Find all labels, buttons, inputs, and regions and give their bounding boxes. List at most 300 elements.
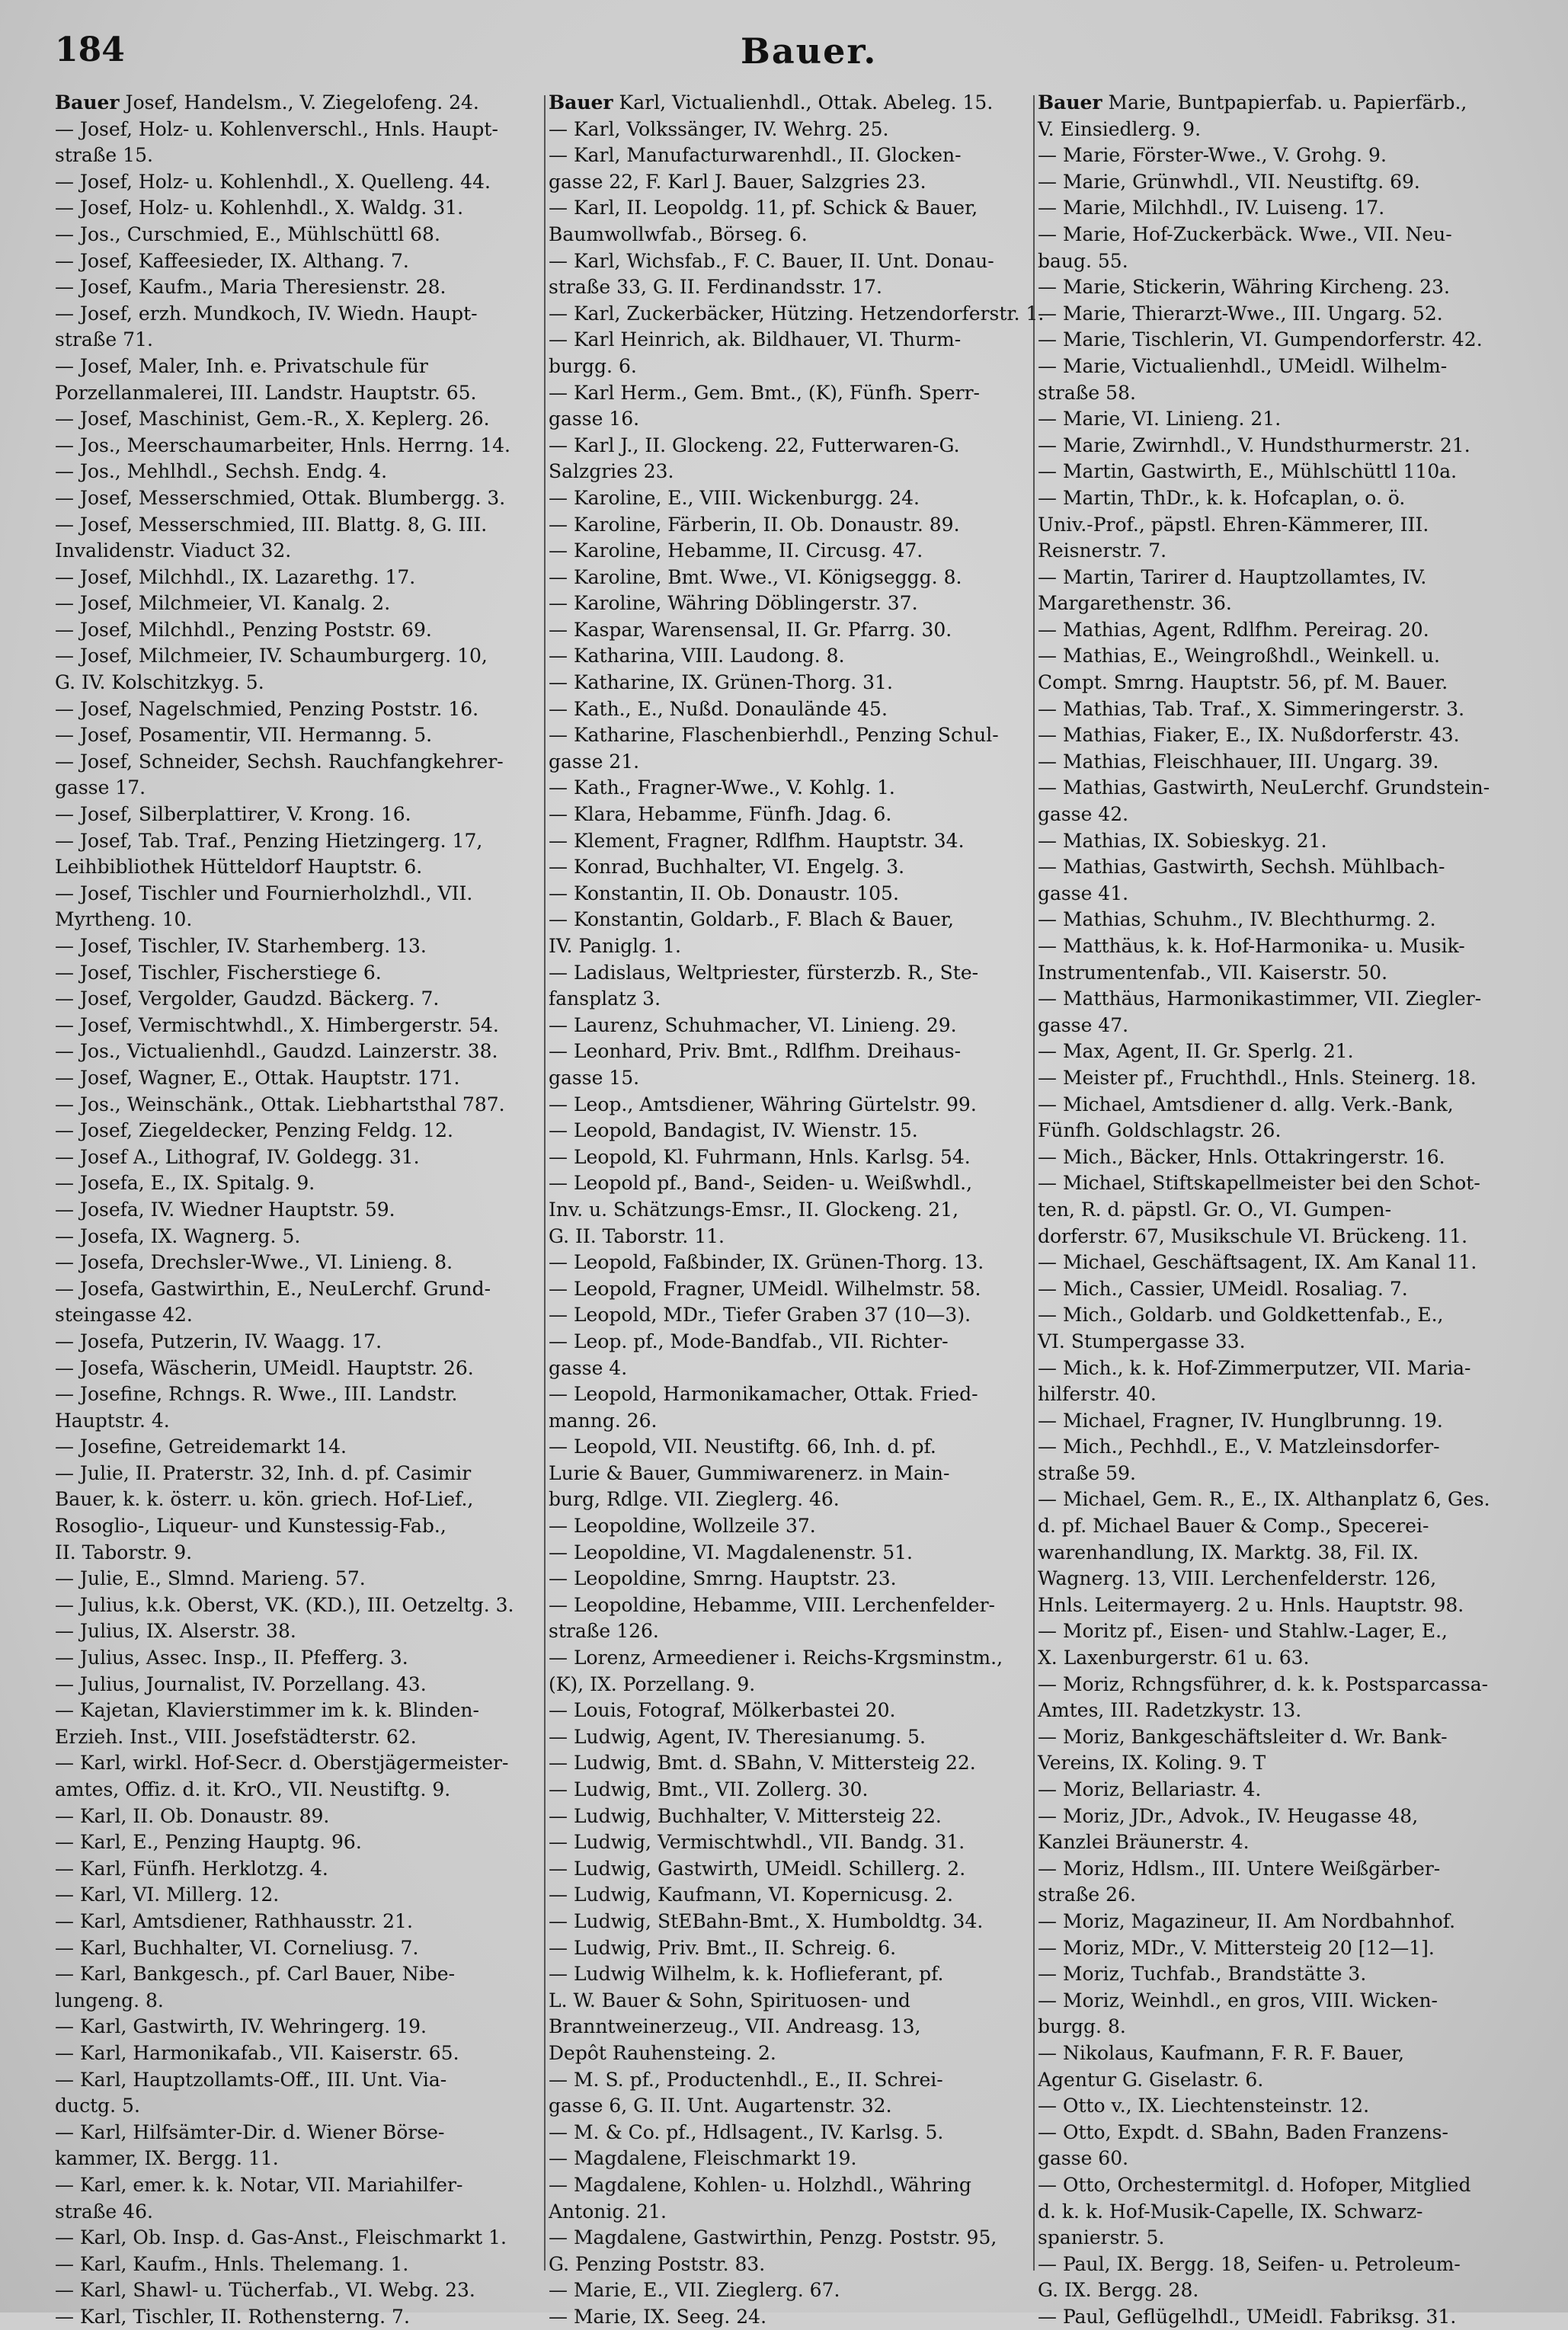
entry-line <box>1038 643 1519 670</box>
entry-text: — Mich., Pechhdl., E., V. Matzleinsdorfer- <box>1038 1435 1440 1458</box>
entry-line <box>55 222 536 248</box>
entry-line <box>55 1118 536 1144</box>
entry-line <box>1038 1487 1519 1513</box>
entry-text: — Josef, Messerschmied, III. Blattg. 8, G. III. <box>55 513 488 536</box>
entry-line <box>55 1935 536 1962</box>
entry-line <box>549 1988 1030 2015</box>
entry-line <box>1038 1961 1519 1988</box>
entry-text: — Karl, Volkssänger, IV. Wehrg. 25. <box>549 117 889 140</box>
entry-text: — Karl, Shawl- u. Tücherfab., VI. Webg. 23. <box>55 2279 475 2302</box>
entry-text: — Mathias, Agent, Rdlfhm. Pereirag. 20. <box>1038 618 1429 641</box>
entry-line <box>549 1329 1030 1355</box>
entry-text: — Josef, Vergolder, Gaudzd. Bäckerg. 7. <box>55 987 440 1010</box>
column-3 <box>1038 90 1519 2328</box>
entry-line <box>549 117 1030 143</box>
entry-line <box>1038 512 1519 539</box>
entry-text: — Josef, Ziegeldecker, Penzing Feldg. 12. <box>55 1119 453 1142</box>
entry-line <box>1038 1909 1519 1935</box>
entry-text: — Marie, Zwirnhdl., V. Hundsthurmerstr. 21. <box>1038 434 1470 456</box>
entry-line <box>1038 565 1519 591</box>
entry-line <box>549 670 1030 696</box>
entry-text: — Josef, Schneider, Sechsh. Rauchfangkehrer- <box>55 750 504 773</box>
entry-line <box>55 459 536 485</box>
entry-line <box>1038 986 1519 1013</box>
entry-text: — Josef, Vermischtwhdl., X. Himbergerstr. 54. <box>55 1013 499 1036</box>
entry-line <box>1038 2304 1519 2330</box>
entry-line <box>1038 2067 1519 2094</box>
entry-line <box>549 90 1030 117</box>
entry-line <box>1038 722 1519 749</box>
entry-line <box>1038 1750 1519 1777</box>
entry-text: — Mathias, E., Weingroßhdl., Weinkell. u. <box>1038 645 1440 667</box>
entry-line <box>549 1513 1030 1540</box>
entry-text: — Josef, Milchmeier, VI. Kanalg. 2. <box>55 592 391 615</box>
entry-line <box>549 749 1030 776</box>
entry-line <box>549 406 1030 433</box>
entry-line <box>1038 933 1519 960</box>
entry-line <box>549 775 1030 802</box>
entry-line <box>55 933 536 960</box>
entry-line <box>549 1698 1030 1724</box>
entry-line <box>549 2172 1030 2199</box>
entry-line <box>1038 1540 1519 1567</box>
entry-line <box>55 1829 536 1856</box>
entry-text: — Nikolaus, Kaufmann, F. R. F. Bauer, <box>1038 2041 1405 2064</box>
entry-text: — Klement, Fragner, Rdlfhm. Hauptstr. 34. <box>549 829 965 852</box>
entry-line <box>55 538 536 565</box>
entry-text: — Meister pf., Fruchthdl., Hnls. Steinerg. 18. <box>1038 1066 1477 1089</box>
entry-line <box>1038 1804 1519 1830</box>
entry-text: II. Taborstr. 9. <box>55 1541 193 1563</box>
entry-text: — Mathias, Fleischhauer, III. Ungarg. 39. <box>1038 750 1439 773</box>
entry-text: burgg. 8. <box>1038 2015 1126 2038</box>
entry-text: — Josef, Posamentir, VII. Hermanng. 5. <box>55 724 433 747</box>
entry-line <box>1038 1856 1519 1883</box>
entry-line <box>55 722 536 749</box>
entry-text: — Josef, Maler, Inh. e. Privatschule für <box>55 354 428 377</box>
entry-line <box>1038 380 1519 407</box>
entry-text: — Josef, Maschinist, Gem.-R., X. Keplerg. 26. <box>55 408 490 430</box>
entry-text: — Josefa, IV. Wiedner Hauptstr. 59. <box>55 1198 395 1221</box>
entry-line <box>549 854 1030 881</box>
entry-line <box>1038 1408 1519 1435</box>
entry-line <box>1038 1698 1519 1724</box>
entry-line <box>1038 1618 1519 1645</box>
entry-line <box>1038 1092 1519 1119</box>
entry-text: straße 46. <box>55 2200 153 2223</box>
entry-line <box>55 2304 536 2330</box>
entry-text: Antonig. 21. <box>549 2200 667 2223</box>
entry-text: lungeng. 8. <box>55 1989 164 2012</box>
entry-line <box>549 485 1030 512</box>
entry-line <box>1038 854 1519 881</box>
entry-line <box>549 2014 1030 2040</box>
entry-line <box>549 2146 1030 2172</box>
entry-line <box>549 2120 1030 2146</box>
entry-line <box>1038 1355 1519 1382</box>
entry-text: X. Laxenburgerstr. 61 u. 63. <box>1038 1647 1310 1669</box>
surname-heading: Bauer <box>549 91 613 114</box>
entry-text: — Moritz pf., Eisen- und Stahlw.-Lager, E., <box>1038 1620 1448 1643</box>
entry-line <box>55 854 536 881</box>
entry-text: — Leonhard, Priv. Bmt., Rdlfhm. Dreihaus- <box>549 1040 962 1063</box>
entry-text: baug. 55. <box>1038 249 1128 272</box>
entry-line <box>549 195 1030 222</box>
entry-text: straße 126. <box>549 1620 659 1643</box>
entry-line <box>1038 1777 1519 1804</box>
entry-line <box>549 1276 1030 1303</box>
entry-text: — Mathias, Tab. Traf., X. Simmeringerstr. 3. <box>1038 697 1465 720</box>
entry-line <box>55 1224 536 1250</box>
entry-text: — Moriz, Weinhdl., en gros, VIII. Wicken- <box>1038 1989 1438 2012</box>
entry-line <box>55 1250 536 1276</box>
entry-line <box>55 960 536 987</box>
entry-text: — Josef, Wagner, E., Ottak. Hauptstr. 171. <box>55 1066 460 1089</box>
entry-text: — Mich., Cassier, UMeidl. Rosaliag. 7. <box>1038 1277 1408 1300</box>
entry-line <box>549 1224 1030 1250</box>
entry-text: Wagnerg. 13, VIII. Lerchenfelderstr. 126, <box>1038 1567 1437 1590</box>
entry-line <box>549 1540 1030 1567</box>
entry-text: — Josefa, Putzerin, IV. Waagg. 17. <box>55 1330 382 1352</box>
entry-text: — Julius, IX. Alserstr. 38. <box>55 1620 296 1643</box>
entry-line <box>55 1329 536 1355</box>
entry-line <box>55 2067 536 2094</box>
entry-text: — Leopoldine, Smrng. Hauptstr. 23. <box>549 1567 897 1590</box>
entry-line <box>549 617 1030 644</box>
entry-text: — Julius, Journalist, IV. Porzellang. 43. <box>55 1672 427 1695</box>
entry-line <box>549 828 1030 855</box>
entry-text: — Marie, Thierarzt-Wwe., III. Ungarg. 52. <box>1038 302 1443 325</box>
entry-line <box>549 2277 1030 2304</box>
entry-line <box>549 1039 1030 1065</box>
entry-text: — Leopold, Harmonikamacher, Ottak. Fried- <box>549 1383 978 1406</box>
entry-text: — Josef, Kaufm., Maria Theresienstr. 28. <box>55 276 446 299</box>
entry-text: fansplatz 3. <box>549 987 661 1010</box>
entry-text: Margarethenstr. 36. <box>1038 592 1232 615</box>
entry-line <box>549 327 1030 354</box>
entry-text: — Jos., Mehlhdl., Sechsh. Endg. 4. <box>55 460 388 483</box>
entry-text: — Marie, Milchhdl., IV. Luiseng. 17. <box>1038 197 1385 219</box>
entry-text: G. Penzing Poststr. 83. <box>549 2252 766 2275</box>
entry-line <box>55 327 536 354</box>
entry-text: — Ludwig, Priv. Bmt., II. Schreig. 6. <box>549 1936 897 1959</box>
entry-text: — Julie, E., Slmnd. Marieng. 57. <box>55 1567 366 1590</box>
entry-line <box>55 380 536 407</box>
entry-text: — Ludwig, Vermischtwhdl., VII. Bandg. 31. <box>549 1831 965 1854</box>
entry-line <box>1038 2225 1519 2252</box>
entry-text: Hauptstr. 4. <box>55 1409 170 1432</box>
entry-text: — Katharina, VIII. Laudong. 8. <box>549 645 845 667</box>
entry-text: Bauer, k. k. österr. u. kön. griech. Hof-Lief., <box>55 1488 474 1511</box>
entry-line <box>55 670 536 696</box>
entry-text: — Karl, Ob. Insp. d. Gas-Anst., Fleischmarkt 1. <box>55 2226 507 2249</box>
entry-line <box>55 1618 536 1645</box>
entry-line <box>55 354 536 380</box>
entry-line <box>55 775 536 802</box>
entry-line <box>549 1750 1030 1777</box>
entry-text: hilferstr. 40. <box>1038 1383 1157 1406</box>
entry-text: — Kaspar, Warensensal, II. Gr. Pfarrg. 30. <box>549 618 952 641</box>
entry-line <box>1038 1645 1519 1672</box>
entry-text: — Karoline, E., VIII. Wickenburgg. 24. <box>549 486 920 509</box>
entry-text: — Josef, Silberplattirer, V. Krong. 16. <box>55 803 411 826</box>
page-number: 184 <box>55 30 125 69</box>
entry-text: — Josef, Tab. Traf., Penzing Hietzingerg. 17, <box>55 829 483 852</box>
entry-text: G. IV. Kolschitzkyg. 5. <box>55 671 264 694</box>
entry-text: — Josef, Milchmeier, IV. Schaumburgerg. 10, <box>55 645 488 667</box>
entry-line <box>549 459 1030 485</box>
entry-text: — Julie, II. Praterstr. 32, Inh. d. pf. Casimir <box>55 1461 472 1484</box>
entry-line <box>549 1804 1030 1830</box>
entry-text: Baumwollwfab., Börseg. 6. <box>549 222 808 245</box>
entry-text: — Karl, Fünfh. Herklotzg. 4. <box>55 1857 328 1880</box>
entry-text: Reisnerstr. 7. <box>1038 539 1167 562</box>
entry-line <box>1038 485 1519 512</box>
entry-line <box>1038 1829 1519 1856</box>
entry-text: — Max, Agent, II. Gr. Sperlg. 21. <box>1038 1040 1354 1063</box>
entry-text: ductg. 5. <box>55 2095 140 2117</box>
entry-line <box>55 2146 536 2172</box>
entry-line <box>549 696 1030 723</box>
entry-line <box>1038 459 1519 485</box>
entry-line <box>55 1092 536 1119</box>
entry-text: — Leopold, Faßbinder, IX. Grünen-Thorg. 13. <box>549 1251 984 1274</box>
entry-text: — Ludwig, Bmt., VII. Zollerg. 30. <box>549 1778 869 1800</box>
entry-text: gasse 42. <box>1038 803 1129 826</box>
entry-line <box>1038 248 1519 275</box>
entry-line <box>549 722 1030 749</box>
entry-line <box>549 248 1030 275</box>
entry-line <box>549 1566 1030 1592</box>
entry-text: — Karl, Amtsdiener, Rathhausstr. 21. <box>55 1909 413 1932</box>
entry-line <box>549 986 1030 1013</box>
entry-line <box>55 1804 536 1830</box>
entry-line <box>549 1170 1030 1197</box>
entry-text: Hnls. Leitermayerg. 2 u. Hnls. Hauptstr. 98. <box>1038 1593 1464 1616</box>
entry-text: — Ludwig, Kaufmann, VI. Kopernicusg. 2. <box>549 1884 953 1906</box>
entry-line <box>1038 960 1519 987</box>
entry-line <box>1038 2199 1519 2226</box>
entry-text: — Konstantin, Goldarb., F. Blach & Bauer, <box>549 908 954 931</box>
entry-line <box>1038 881 1519 907</box>
entry-line <box>1038 1144 1519 1171</box>
entry-line <box>1038 1724 1519 1751</box>
entry-line <box>55 1724 536 1751</box>
entry-line <box>1038 1988 1519 2015</box>
entry-line <box>549 1065 1030 1092</box>
entry-text: burg, Rdlge. VII. Zieglerg. 46. <box>549 1488 840 1511</box>
entry-line <box>549 2304 1030 2330</box>
entry-text: IV. Paniglg. 1. <box>549 935 681 957</box>
entry-line <box>549 354 1030 380</box>
entry-text: — Moriz, Hdlsm., III. Untere Weißgärber- <box>1038 1857 1441 1880</box>
entry-line <box>1038 1065 1519 1092</box>
entry-line <box>1038 1381 1519 1408</box>
entry-line <box>55 2199 536 2226</box>
entry-text: Kanzlei Bräunerstr. 4. <box>1038 1831 1250 1854</box>
entry-text: — Michael, Geschäftsagent, IX. Am Kanal 11. <box>1038 1251 1477 1274</box>
entry-line <box>1038 1197 1519 1224</box>
entry-text: — Michael, Gem. R., E., IX. Althanplatz 6, Ges. <box>1038 1488 1490 1511</box>
entry-line <box>549 907 1030 933</box>
entry-text: — M. & Co. pf., Hdlsagent., IV. Karlsg. 5. <box>549 2120 944 2143</box>
entry-text: — Leopold, Bandagist, IV. Wienstr. 15. <box>549 1119 918 1142</box>
entry-line <box>1038 828 1519 855</box>
entry-line <box>549 2252 1030 2278</box>
entry-text: — Paul, IX. Bergg. 18, Seifen- u. Petroleum- <box>1038 2252 1461 2275</box>
entry-line <box>55 1566 536 1592</box>
entry-text: — Karl J., II. Glockeng. 22, Futterwaren-G. <box>549 434 960 456</box>
entry-line <box>55 696 536 723</box>
entry-text: — Mathias, Schuhm., IV. Blechthurmg. 2. <box>1038 908 1436 931</box>
entry-text: — Julius, k.k. Oberst, VK. (KD.), III. Oetzeltg. 3. <box>55 1593 514 1616</box>
entry-text: straße 58. <box>1038 381 1136 404</box>
entry-text: — Ludwig Wilhelm, k. k. Hoflieferant, pf. <box>549 1963 944 1986</box>
entry-text: — Josef, Holz- u. Kohlenhdl., X. Quelleng. 44. <box>55 170 491 193</box>
entry-line <box>55 1276 536 1303</box>
entry-line <box>1038 301 1519 328</box>
entry-line <box>549 1935 1030 1962</box>
surname-heading: Bauer <box>1038 91 1102 114</box>
entry-text: manng. 26. <box>549 1409 658 1432</box>
entry-text: — Josefa, IX. Wagnerg. 5. <box>55 1224 301 1247</box>
entry-line <box>55 1302 536 1329</box>
entry-text: Univ.-Prof., päpstl. Ehren-Kämmerer, III. <box>1038 513 1429 536</box>
entry-line <box>55 195 536 222</box>
entry-text: — Ladislaus, Weltpriester, fürsterzb. R., Ste- <box>549 961 979 984</box>
entry-line <box>1038 327 1519 354</box>
entry-line <box>1038 538 1519 565</box>
entry-line <box>55 1013 536 1039</box>
entry-text: — Ludwig, StEBahn-Bmt., X. Humboldtg. 34. <box>549 1909 984 1932</box>
entry-line <box>55 1592 536 1619</box>
entry-text: — Leopoldine, VI. Magdalenenstr. 51. <box>549 1541 913 1563</box>
entry-text: — Michael, Stiftskapellmeister bei den Schot- <box>1038 1172 1480 1195</box>
entry-text: L. W. Bauer & Sohn, Spirituosen- und <box>549 1989 910 2012</box>
entry-text: — Karoline, Hebamme, II. Circusg. 47. <box>549 539 923 562</box>
entry-text: Compt. Smrng. Hauptstr. 56, pf. M. Bauer. <box>1038 671 1448 694</box>
entry-text: — Michael, Amtsdiener d. allg. Verk.-Bank, <box>1038 1093 1454 1115</box>
entry-text: — Josef, Tischler, IV. Starhemberg. 13. <box>55 935 427 957</box>
entry-text: — Martin, Gastwirth, E., Mühlschüttl 110a. <box>1038 460 1458 483</box>
entry-text: (K), IX. Porzellang. 9. <box>549 1672 756 1695</box>
entry-line <box>55 1777 536 1804</box>
entry-line <box>549 433 1030 459</box>
entry-line <box>55 1882 536 1909</box>
entry-text: Leihbibliothek Hütteldorf Hauptstr. 6. <box>55 856 423 879</box>
entry-text: — Marie, Stickerin, Währing Kircheng. 23. <box>1038 276 1450 299</box>
entry-text: — Karl, VI. Millerg. 12. <box>55 1884 280 1906</box>
entry-text: — Josef, Tischler und Fournierholzhdl., VII. <box>55 882 473 904</box>
entry-line <box>1038 1250 1519 1276</box>
entry-text: Vereins, IX. Koling. 9. T <box>1038 1752 1266 1775</box>
entry-line <box>549 1355 1030 1382</box>
entry-line <box>1038 2277 1519 2304</box>
entry-line <box>55 1487 536 1513</box>
entry-text: gasse 6, G. II. Unt. Augartenstr. 32. <box>549 2095 892 2117</box>
entry-text: — Mich., Goldarb. und Goldkettenfab., E., <box>1038 1304 1444 1327</box>
entry-line <box>55 749 536 776</box>
entry-line <box>549 1909 1030 1935</box>
entry-text: — Josef, Milchhdl., Penzing Poststr. 69. <box>55 618 432 641</box>
entry-line <box>55 1434 536 1461</box>
entry-text: — Karl, Gastwirth, IV. Wehringerg. 19. <box>55 2015 427 2038</box>
entry-line <box>1038 749 1519 776</box>
entry-line <box>55 1856 536 1883</box>
entry-text: steingasse 42. <box>55 1304 193 1327</box>
entry-line <box>549 643 1030 670</box>
entry-line <box>55 1355 536 1382</box>
entry-line <box>549 1618 1030 1645</box>
entry-text: gasse 16. <box>549 408 640 430</box>
entry-text: — Marie, Tischlerin, VI. Gumpendorferstr. 42. <box>1038 328 1483 351</box>
entry-text: amtes, Offiz. d. it. KrO., VII. Neustiftg. 9. <box>55 1778 451 1800</box>
entry-text: — Moriz, Magazineur, II. Am Nordbahnhof. <box>1038 1909 1456 1932</box>
page-header <box>55 30 1538 84</box>
entry-text: Josef, Handelsm., V. Ziegelofeng. 24. <box>119 91 479 114</box>
entry-line <box>55 802 536 828</box>
entry-text: — Karl, Hilfsämter-Dir. d. Wiener Börse- <box>55 2120 445 2143</box>
entry-line <box>1038 1882 1519 1909</box>
column-divider <box>544 95 546 2271</box>
entry-text: — Josef, Kaffeesieder, IX. Althang. 7. <box>55 249 409 272</box>
entry-line <box>549 933 1030 960</box>
entry-text: G. IX. Bergg. 28. <box>1038 2279 1199 2302</box>
entry-line <box>55 1039 536 1065</box>
entry-line <box>55 1672 536 1698</box>
entry-line <box>1038 1013 1519 1039</box>
entry-text: Lurie & Bauer, Gummiwarenerz. in Main- <box>549 1461 950 1484</box>
entry-text: — Karoline, Bmt. Wwe., VI. Königseggg. 8. <box>549 565 962 588</box>
entry-text: — Otto, Orchestermitgl. d. Hofoper, Mitglied <box>1038 2173 1471 2196</box>
entry-text: — Karl, Bankgesch., pf. Carl Bauer, Nibe- <box>55 1963 456 1986</box>
entry-text: Inv. u. Schätzungs-Emsr., II. Glockeng. 21, <box>549 1198 959 1221</box>
entry-text: — Otto, Expdt. d. SBahn, Baden Franzens- <box>1038 2120 1448 2143</box>
entry-text: — Leopold, Kl. Fuhrmann, Hnls. Karlsg. 54. <box>549 1145 971 1168</box>
entry-text: — Mathias, Gastwirth, Sechsh. Mühlbach- <box>1038 856 1445 879</box>
entry-text: gasse 17. <box>55 776 146 799</box>
entry-text: — Karl Herm., Gem. Bmt., (K), Fünfh. Sperr- <box>549 381 980 404</box>
entry-text: — Marie, Hof-Zuckerbäck. Wwe., VII. Neu- <box>1038 222 1452 245</box>
entry-line <box>55 1961 536 1988</box>
entry-line <box>1038 195 1519 222</box>
entry-line <box>1038 354 1519 380</box>
entry-line <box>55 1408 536 1435</box>
entry-line <box>55 169 536 196</box>
entry-text: Myrtheng. 10. <box>55 908 193 931</box>
entry-text: gasse 60. <box>1038 2147 1129 2170</box>
entry-line <box>55 1170 536 1197</box>
entry-line <box>55 90 536 117</box>
entry-text: Branntweinerzeug., VII. Andreasg. 13, <box>549 2015 921 2038</box>
entry-text: — Mathias, Fiaker, E., IX. Nußdorferstr. 43. <box>1038 724 1460 747</box>
entry-text: — Matthäus, Harmonikastimmer, VII. Ziegler- <box>1038 987 1482 1010</box>
entry-text: — Matthäus, k. k. Hof-Harmonika- u. Musik- <box>1038 935 1465 957</box>
entry-text: — Karl, wirkl. Hof-Secr. d. Oberstjägermeister- <box>55 1752 509 1775</box>
entry-line <box>1038 2093 1519 2120</box>
entry-text: d. k. k. Hof-Musik-Capelle, IX. Schwarz- <box>1038 2200 1423 2223</box>
entry-line <box>549 2093 1030 2120</box>
entry-text: gasse 41. <box>1038 882 1129 904</box>
entry-line <box>549 1408 1030 1435</box>
entry-text: — Josef, Holz- u. Kohlenverschl., Hnls. Haupt- <box>55 117 498 140</box>
entry-text: — Josef, Nagelschmied, Penzing Poststr. 16. <box>55 697 479 720</box>
entry-line <box>1038 1513 1519 1540</box>
entry-text: — Ludwig, Bmt. d. SBahn, V. Mittersteig 22. <box>549 1752 976 1775</box>
entry-text: — Lorenz, Armeediener i. Reichs-Krgsminstm., <box>549 1647 1003 1669</box>
entry-text: — Marie, Förster-Wwe., V. Grohg. 9. <box>1038 144 1387 167</box>
entry-text: Karl, Victualienhdl., Ottak. Abeleg. 15. <box>613 91 994 114</box>
